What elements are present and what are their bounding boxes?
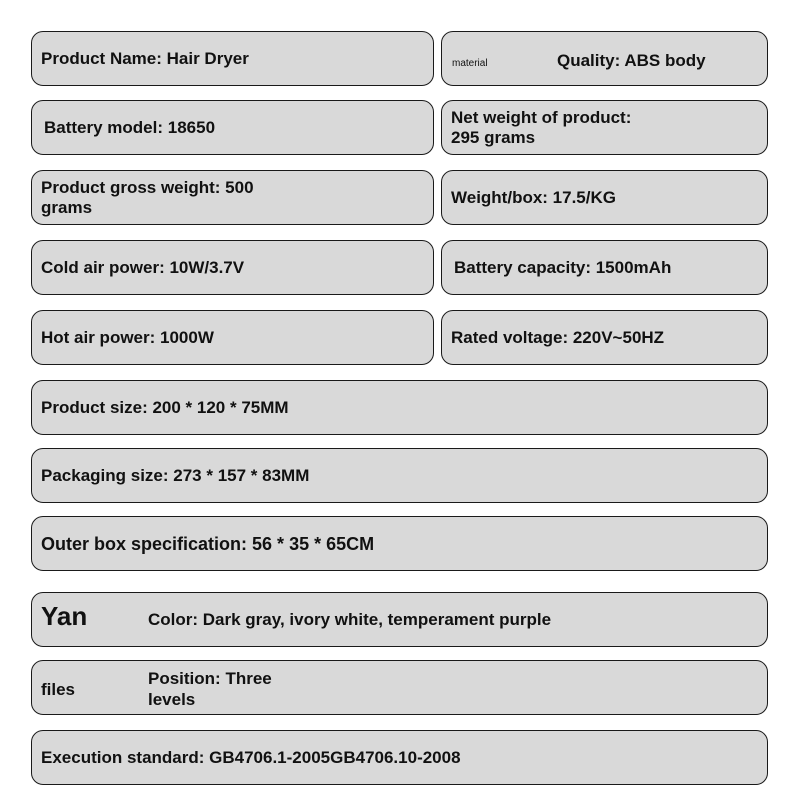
product-size-box: [31, 380, 768, 435]
weight-box-box: [441, 170, 768, 225]
color-tag: Yan: [41, 601, 88, 631]
rated-voltage-text: Rated voltage: 220V~50HZ: [451, 327, 665, 347]
gross-weight-line1: Product gross weight: 500: [41, 177, 254, 197]
outer-box-spec-text: Outer box specification: 56 * 35 * 65CM: [41, 533, 375, 554]
battery-capacity-box: [441, 240, 768, 295]
quality-text: Quality: ABS body: [557, 51, 706, 70]
battery-model-text: Battery model: 18650: [44, 117, 216, 137]
color-box: [31, 592, 768, 647]
net-weight-line2: 295 grams: [451, 127, 536, 147]
battery-capacity-text: Battery capacity: 1500mAh: [454, 257, 672, 277]
packaging-size-box: [31, 448, 768, 503]
material-tag: material: [452, 58, 488, 69]
hot-air-power-text: Hot air power: 1000W: [41, 327, 214, 347]
files-tag: files: [41, 680, 76, 699]
packaging-size-text: Packaging size: 273 * 157 * 83MM: [41, 465, 310, 485]
gross-weight-box: [31, 170, 434, 225]
product-size-text: Product size: 200 * 120 * 75MM: [41, 397, 289, 417]
position-line1: Position: Three: [148, 669, 272, 688]
execution-standard-box: [31, 730, 768, 785]
cold-air-power-text: Cold air power: 10W/3.7V: [41, 257, 245, 277]
hot-air-power-box: [31, 310, 434, 365]
position-box: [31, 660, 768, 715]
battery-model-box: [31, 100, 434, 155]
cold-air-power-box: [31, 240, 434, 295]
rated-voltage-box: [441, 310, 768, 365]
color-text: Color: Dark gray, ivory white, temperament purple: [148, 610, 552, 629]
product-name-box: [31, 31, 434, 86]
weight-box-text: Weight/box: 17.5/KG: [451, 187, 616, 207]
net-weight-line1: Net weight of product:: [451, 107, 632, 127]
gross-weight-line2: grams: [41, 197, 93, 217]
net-weight-box: [441, 100, 768, 155]
position-line2: levels: [148, 690, 196, 709]
outer-box-spec-box: [31, 516, 768, 571]
material-quality-box: [441, 31, 768, 86]
product-name-text: Product Name: Hair Dryer: [41, 48, 249, 68]
execution-standard-text: Execution standard: GB4706.1-2005GB4706.10-2008: [41, 747, 461, 767]
